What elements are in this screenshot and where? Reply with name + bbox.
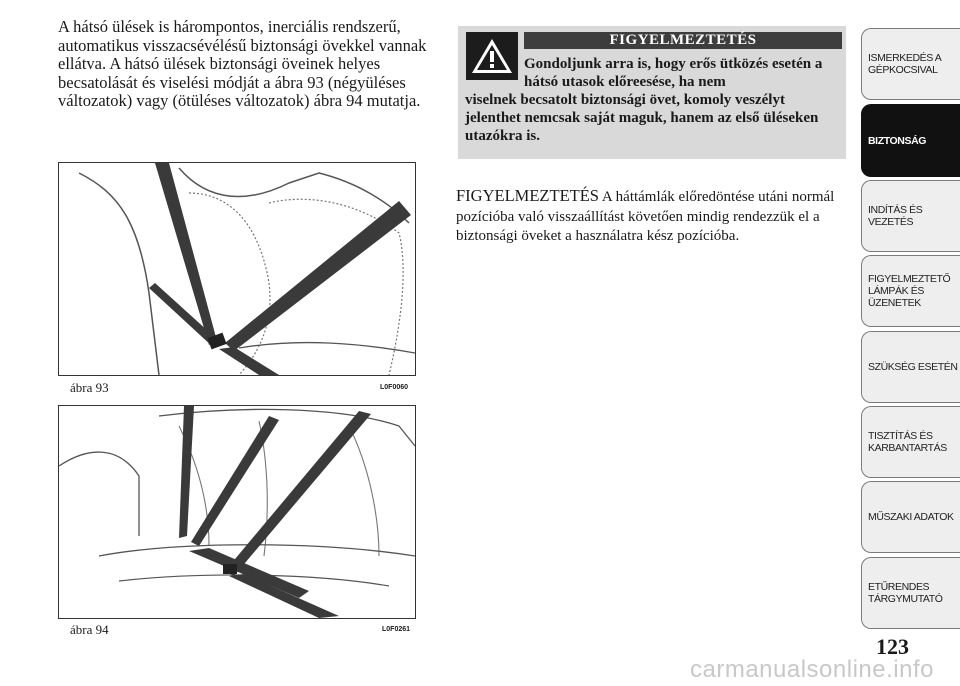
tab-label: SZÜKSÉG ESETÉN <box>868 361 958 373</box>
tab-label: ETŰRENDES TÁRGYMUTATÓ <box>868 581 943 605</box>
page-number: 123 <box>876 634 909 659</box>
tab-figyelmezteto[interactable] <box>861 255 960 327</box>
tab-label: ISMERKEDÉS A GÉPKOCSIVAL <box>868 52 942 76</box>
tab-tisztitas[interactable] <box>861 406 960 478</box>
tab-targymutato[interactable] <box>861 557 960 629</box>
tab-muszaki[interactable] <box>861 481 960 553</box>
figure-94-caption: ábra 94 <box>70 622 109 637</box>
seatbelt-illustration-94 <box>59 406 415 618</box>
tab-inditas[interactable] <box>861 180 960 252</box>
figure-94-code: L0F0261 <box>382 626 411 633</box>
tab-ismerkedes[interactable] <box>861 28 960 100</box>
warning-paragraph <box>456 187 846 246</box>
tab-label: TISZTÍTÁS ÉS KARBANTARTÁS <box>868 430 947 454</box>
warning-triangle-icon <box>466 32 518 80</box>
warning-paragraph-text: A háttámlák előredöntése utáni normál pozícióba való visszaállítást követően mindig rendezzük el a biztonsági öveket a használatra kész pozícióba. <box>456 189 835 244</box>
tab-label: INDÍTÁS ÉS VEZETÉS <box>868 204 923 228</box>
figure-93-rear-seatbelt-four-seat <box>58 162 416 376</box>
warning-heading: FIGYELMEZTETÉS <box>524 32 842 49</box>
tab-biztonsag[interactable] <box>861 104 960 177</box>
tab-label: MŰSZAKI ADATOK <box>868 511 954 523</box>
warning-paragraph-lead: FIGYELMEZTETÉS <box>456 186 599 205</box>
tab-label: BIZTONSÁG <box>868 134 927 147</box>
intro-paragraph: A hátsó ülések is hárompontos, inerciális rendszerű, automatikus visszacsévélésű biztonsági övekkel vannak ellátva. A hátsó ülések biztonsági öveinek helyes becsatolását és viselési módját a ábra 93 (négyüléses változatok) vagy (ötüléses változatok) ábra 94 mutatja. <box>58 17 427 110</box>
watermark: carmanualsonline.info <box>690 656 934 683</box>
tab-label: FIGYELMEZTETŐ LÁMPÁK ÉS ÜZENETEK <box>868 273 951 309</box>
seatbelt-illustration-93 <box>59 163 415 375</box>
tab-szukseg[interactable] <box>861 331 960 403</box>
figure-93-code: L0F0060 <box>380 384 409 391</box>
warning-text-part1: Gondoljunk arra is, hogy erős ütközés esetén a hátsó utasok előreesése, ha nem <box>524 56 823 90</box>
figure-93-caption: ábra 93 <box>70 380 109 395</box>
figure-94-rear-seatbelt-five-seat <box>58 405 416 619</box>
warning-box <box>458 26 846 159</box>
warning-text-part2: viselnek becsatolt biztonsági övet, komoly veszélyt jelenthet nemcsak saját maguk, hanem az első üléseken utazókra is. <box>465 92 819 144</box>
